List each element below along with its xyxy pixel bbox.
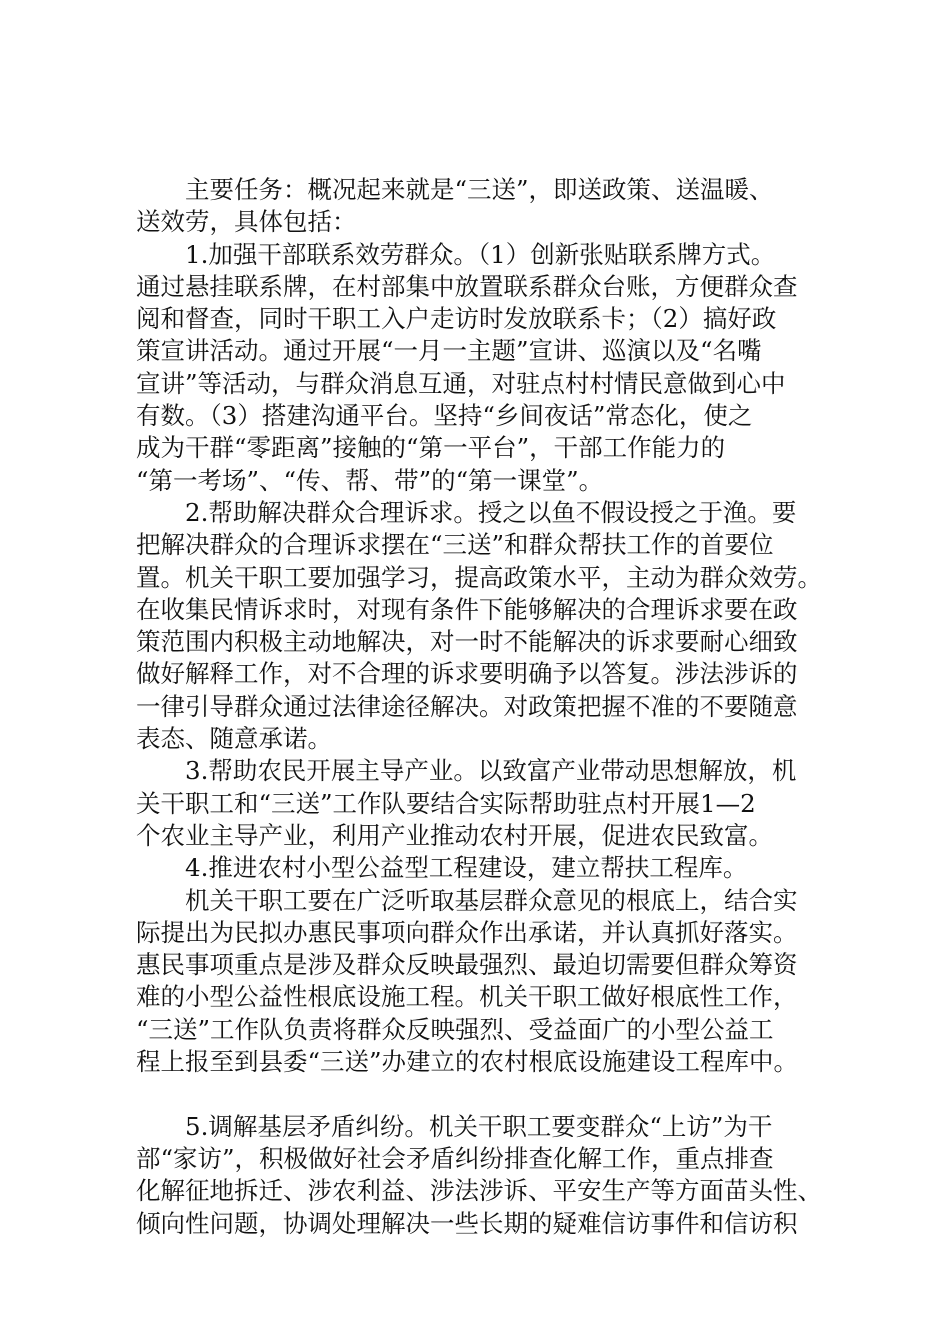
text-line: 个农业主导产业，利用产业推动农村开展，促进农民致富。 [136,820,773,850]
text-line: 主要任务：概况起来就是“三送”，即送政策、送温暖、 [185,175,774,204]
text-line: 做好解释工作，对不合理的诉求要明确予以答复。涉法涉诉的 [136,659,798,689]
text-line: 2.帮助解决群众合理诉求。授之以鱼不假设授之于渔。要 [185,497,797,527]
paragraph-gap [136,1078,836,1110]
text-line: 4.推进农村小型公益型工程建设，建立帮扶工程库。 [185,853,748,883]
text-line: 宣讲”等活动，与群众消息互通，对驻点村村情民意做到心中 [136,368,786,398]
text-line: 策范围内积极主动地解决，对一时不能解决的诉求要耐心细致 [136,627,798,657]
text-line: 际提出为民拟办惠民事项向群众作出承诺，并认真抓好落实。 [136,917,798,947]
text-line: 机关干职工要在广泛听取基层群众意见的根底上，结合实 [185,885,798,915]
text-line: “三送”工作队负责将群众反映强烈、受益面广的小型公益工 [136,1014,774,1044]
text-line: 程上报至到县委“三送”办建立的农村根底设施建设工程库中。 [136,1047,799,1077]
text-line: 一律引导群众通过法律途径解决。对政策把握不准的不要随意 [136,691,798,721]
text-line: 倾向性问题，协调处理解决一些长期的疑难信访事件和信访积 [136,1208,798,1238]
text-line: 化解征地拆迁、涉农利益、涉法涉诉、平安生产等方面苗头性、 [136,1176,822,1206]
text-line: 表态、随意承诺。 [136,724,332,754]
text-line: 1.加强干部联系效劳群众。（1）创新张贴联系牌方式。 [185,239,776,269]
text-line: 关干职工和“三送”工作队要结合实际帮助驻点村开展1—2 [136,788,756,818]
text-line: 把解决群众的合理诉求摆在“三送”和群众帮扶工作的首要位 [136,530,774,560]
text-line: “第一考场”、“传、帮、带”的“第一课堂”。 [136,465,604,495]
text-line: 成为干群“零距离”接触的“第一平台”，干部工作能力的 [136,433,726,463]
text-line: 置。机关干职工要加强学习，提高政策水平，主动为群众效劳。 [136,562,822,592]
text-line: 通过悬挂联系牌，在村部集中放置联系群众台账，方便群众查 [136,271,798,301]
document-body [136,174,836,1240]
text-line: 策宣讲活动。通过开展“一月一主题”宣讲、巡演以及“名嘴 [136,336,762,366]
text-line: 有数。（3）搭建沟通平台。坚持“乡间夜话”常态化，使之 [136,401,753,431]
text-line: 5.调解基层矛盾纠纷。机关干职工要变群众“上访”为干 [185,1111,773,1141]
text-line: 3.帮助农民开展主导产业。以致富产业带动思想解放，机 [185,756,797,786]
text-line: 阅和督查，同时干职工入户走访时发放联系卡；（2）搞好政 [136,304,777,334]
text-line: 在收集民情诉求时，对现有条件下能够解决的合理诉求要在政 [136,594,798,624]
text-line: 部“家访”，积极做好社会矛盾纠纷排查化解工作，重点排查 [136,1143,774,1173]
text-line: 惠民事项重点是涉及群众反映最强烈、最迫切需要但群众筹资 [136,950,798,980]
text-line: 送效劳，具体包括： [136,207,357,237]
text-line: 难的小型公益性根底设施工程。机关干职工做好根底性工作， [136,982,798,1012]
